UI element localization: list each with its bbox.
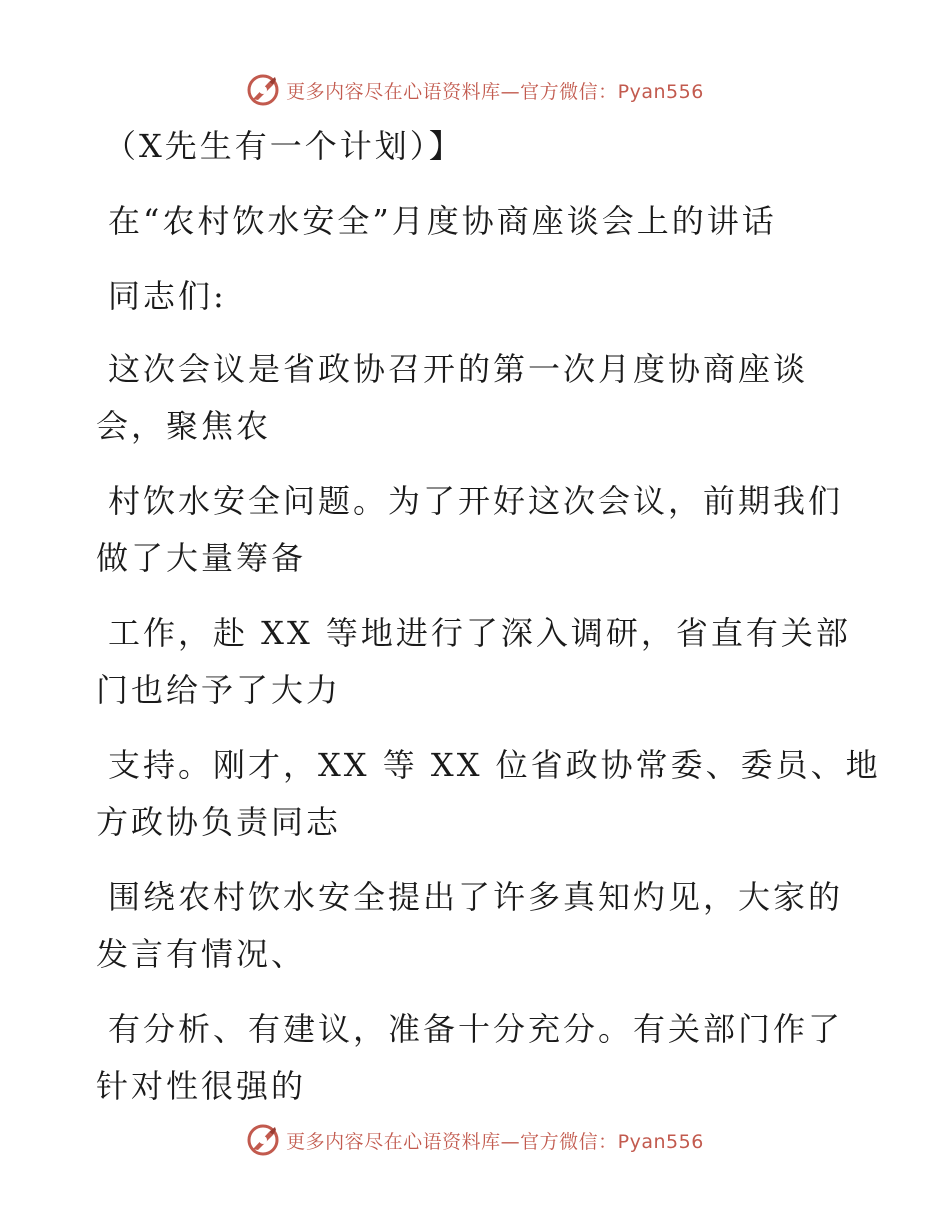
doc-line: 发言有情况、 [96, 935, 307, 973]
doc-line: 工作，赴 XX 等地进行了深入调研，省直有关部 [108, 614, 851, 652]
doc-line-heading: （X先生有一个计划）】 [104, 127, 464, 165]
doc-line: 这次会议是省政协召开的第一次月度协商座谈 [108, 350, 809, 388]
doc-line: 支持。刚才，XX 等 XX 位省政协常委、委员、地 [108, 746, 881, 784]
doc-line: 村饮水安全问题。为了开好这次会议，前期我们 [108, 482, 844, 520]
doc-line: 有分析、有建议，准备十分充分。有关部门作了 [108, 1010, 844, 1048]
doc-line: 会，聚焦农 [96, 407, 272, 445]
footer-banner-text: 更多内容尽在心语资料库—官方微信：Pyan556 [286, 1130, 704, 1153]
doc-line: 围绕农村饮水安全提出了许多真知灼见，大家的 [108, 878, 844, 916]
doc-line: 针对性很强的 [96, 1067, 307, 1105]
header-banner-text: 更多内容尽在心语资料库—官方微信：Pyan556 [286, 80, 704, 103]
doc-line: 门也给予了大力 [96, 671, 342, 709]
footer-banner [0, 1120, 950, 1160]
quill-logo-icon [246, 73, 280, 107]
doc-line-salutation: 同志们: [108, 277, 227, 315]
header-banner [0, 70, 950, 110]
doc-line-title: 在“农村饮水安全”月度协商座谈会上的讲话 [108, 202, 777, 240]
doc-line: 做了大量筹备 [96, 539, 307, 577]
quill-logo-icon [246, 1123, 280, 1157]
doc-line: 方政协负责同志 [96, 803, 342, 841]
